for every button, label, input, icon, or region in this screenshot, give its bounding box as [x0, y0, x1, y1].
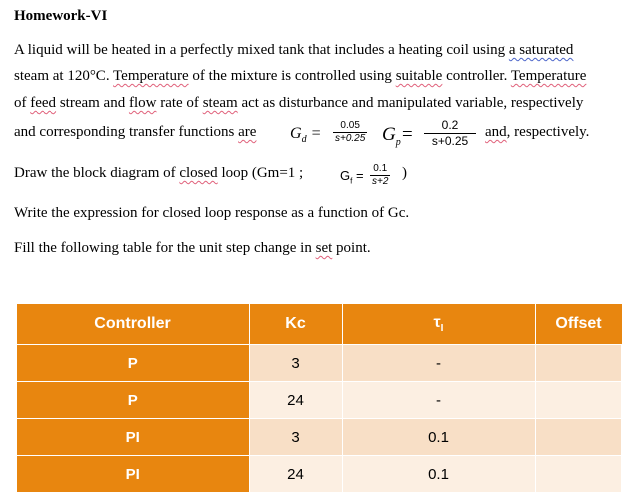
- gd-symbol: $G_d$ =: [290, 125, 322, 146]
- cell-kc: 24: [249, 382, 342, 419]
- paragraph-line-1: [14, 42, 573, 59]
- cell-kc: 3: [249, 345, 342, 382]
- text-run: , respectively.: [506, 124, 590, 140]
- text-run: and: [485, 124, 507, 140]
- text-run: feed: [30, 95, 57, 111]
- cell-kc: 3: [249, 419, 342, 456]
- gf-fraction: [370, 163, 390, 188]
- cell-controller: PI: [17, 419, 250, 456]
- gf-denominator: s+2: [372, 176, 389, 187]
- text-run: Fill the following table for the unit step change in: [14, 240, 316, 256]
- gf-numerator: 0.1: [370, 163, 390, 176]
- text-run: closed: [179, 165, 218, 181]
- text-run: act as disturbance and manipulated variable, respectively: [237, 95, 584, 111]
- cell-offset[interactable]: [535, 345, 622, 382]
- text-run: Temperature: [113, 68, 189, 84]
- table-row: [17, 456, 622, 493]
- text-run: controller.: [442, 68, 511, 84]
- text-run: Temperature: [510, 68, 587, 84]
- cell-kc: 24: [249, 456, 342, 493]
- gp-symbol: $G_p=$: [382, 124, 414, 148]
- header-offset: Offset: [535, 304, 622, 345]
- paragraph-line-3: [14, 95, 583, 112]
- paragraph-2: [14, 165, 303, 182]
- cell-tau: 0.1: [342, 419, 535, 456]
- gp-denominator: s+0.25: [431, 134, 469, 148]
- cell-controller: P: [17, 382, 250, 419]
- text-run: suitable: [395, 68, 443, 84]
- paragraph-line-4: [14, 124, 256, 141]
- paragraph-line-2: [14, 68, 586, 85]
- header-controller: Controller: [17, 304, 250, 345]
- text-run: steam: [202, 95, 238, 111]
- cell-tau: -: [342, 382, 535, 419]
- gp-numerator: 0.2: [424, 118, 476, 134]
- text-run: rate of: [156, 95, 203, 111]
- text-run: are: [238, 124, 257, 140]
- paragraph-4: [14, 240, 371, 257]
- text-run: Draw the block diagram of: [14, 165, 180, 181]
- text-run: stream and: [56, 95, 129, 111]
- table-row: [17, 382, 622, 419]
- text-run: set: [315, 240, 333, 256]
- cell-tau: -: [342, 345, 535, 382]
- table-row: [17, 345, 622, 382]
- text-run: flow: [128, 95, 157, 111]
- gd-denominator: s+0.25: [335, 133, 366, 144]
- text-run: point.: [332, 240, 371, 256]
- text-run: of: [14, 95, 31, 111]
- cell-offset[interactable]: [535, 382, 622, 419]
- text-run: steam at 120°C.: [14, 68, 114, 84]
- paragraph-2-end: ): [402, 165, 407, 181]
- header-tau: $\tau_I$: [342, 304, 535, 345]
- cell-controller: PI: [17, 456, 250, 493]
- text-run: a saturated: [508, 42, 574, 58]
- cell-tau: 0.1: [342, 456, 535, 493]
- text-run: loop (Gm=1 ;: [217, 165, 304, 181]
- gd-fraction: [333, 120, 367, 145]
- results-table: [16, 304, 622, 493]
- gp-fraction: [424, 118, 476, 149]
- gd-numerator: 0.05: [333, 120, 367, 133]
- cell-controller: P: [17, 345, 250, 382]
- text-run: of the mixture is controlled using: [188, 68, 396, 84]
- header-kc: Kc: [249, 304, 342, 345]
- gf-symbol: $G_f$ =: [340, 168, 364, 186]
- document-title: Homework-VI: [14, 8, 108, 24]
- table-header-row: [17, 304, 622, 345]
- cell-offset[interactable]: [535, 419, 622, 456]
- paragraph-3: Write the expression for closed loop response as a function of Gc.: [14, 205, 410, 221]
- table-row: [17, 419, 622, 456]
- paragraph-line-4-end: [485, 124, 589, 141]
- cell-offset[interactable]: [535, 456, 622, 493]
- text-run: A liquid will be heated in a perfectly mixed tank that includes a heating coil using: [14, 42, 509, 58]
- text-run: and corresponding transfer functions: [14, 124, 239, 140]
